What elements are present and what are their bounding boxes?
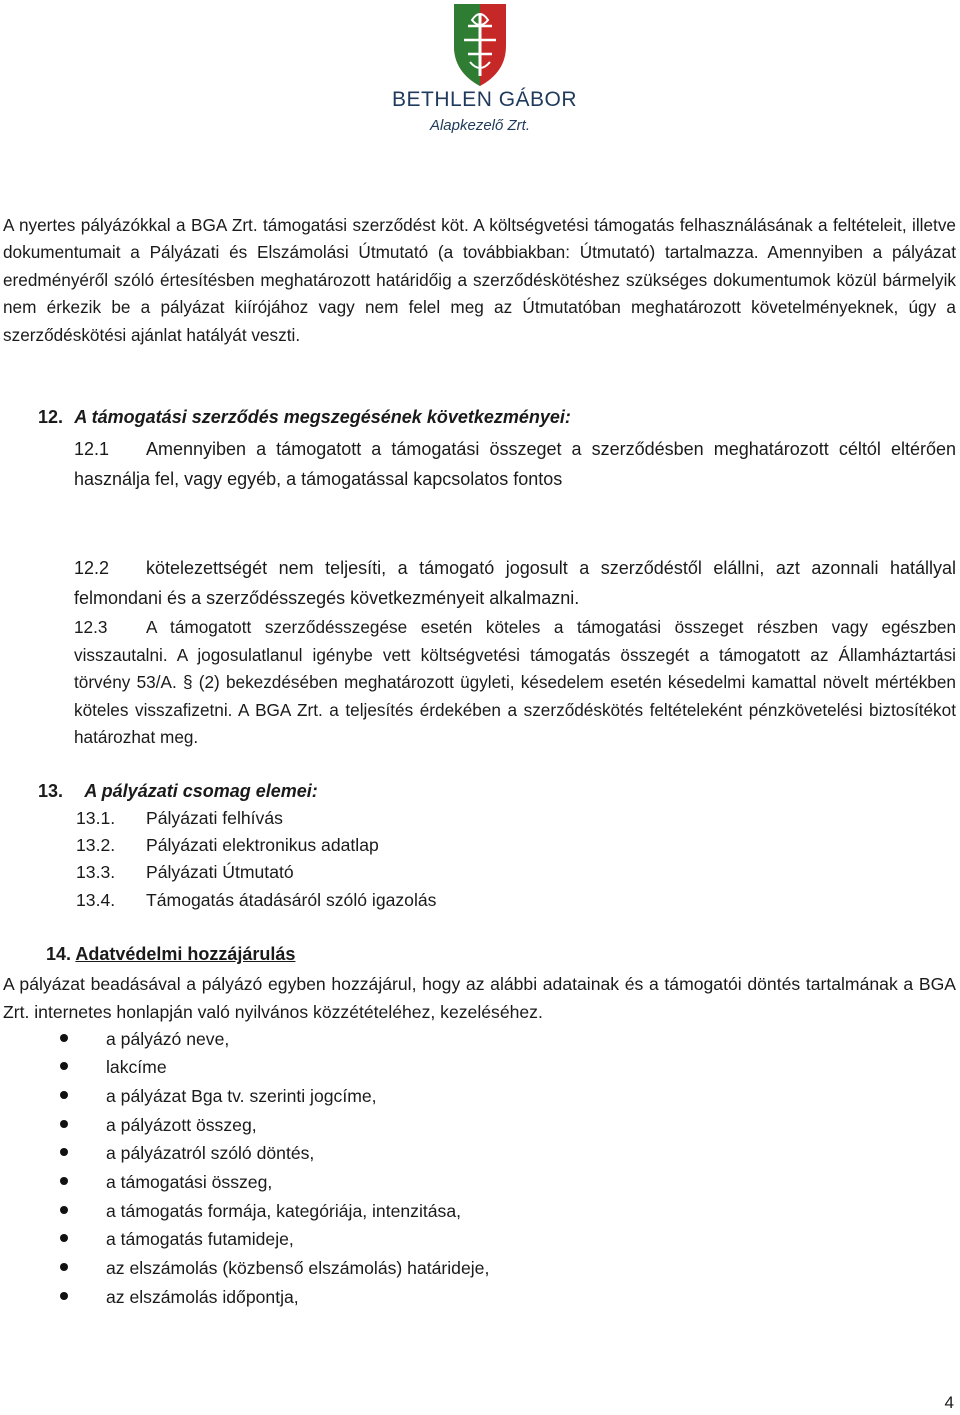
shield-icon [448,0,512,88]
item-12-3 [74,614,956,752]
bullet-icon [60,1234,68,1242]
item-12-1 [74,434,956,494]
item-text: kötelezettségét nem teljesíti, a támogató jogosult a szerződéstől elállni, azt azonnali hatállyal felmondani és a szerződésszegés következményeit alkalmazni. [74,558,956,608]
bullet-item [60,1057,167,1078]
section-13-title: A pályázati csomag elemei: [84,781,318,801]
bullet-icon [60,1120,68,1128]
item-number: 12.2 [74,558,110,578]
bullet-item [60,1258,489,1279]
section-14-heading [46,944,295,965]
section-14-number: 14. [46,944,72,964]
item-number: 13.2. [76,835,116,855]
section-12-title: A támogatási szerződés megszegésének következményei: [74,407,571,427]
section-14-paragraph: A pályázat beadásával a pályázó egyben hozzájárul, hogy az alábbi adatainak és a támogatói döntés tartalmának a BGA Zrt. internetes honlapján való nyilvános közzétételéhez, kezeléséhez. [3,974,956,1022]
bullet-item [60,1115,257,1136]
bullet-item [60,1086,377,1107]
page-number: 4 [944,1393,954,1412]
bullet-text: a pályázó neve, [106,1029,230,1049]
item-text: Támogatás átadásáról szóló igazolás [146,890,437,910]
item-number: 12.1 [74,439,110,459]
section-12-heading [38,407,571,428]
item-number: 13.3. [76,862,116,882]
bullet-icon [60,1148,68,1156]
intro-section [3,212,956,349]
item-12-2 [74,553,956,613]
bullet-icon [60,1263,68,1271]
list-item [76,808,283,829]
section-14-title: Adatvédelmi hozzájárulás [75,944,296,964]
item-number: 12.3 [74,617,108,637]
bullet-icon [60,1177,68,1185]
bullet-icon [60,1206,68,1214]
bullet-text: a pályázatról szóló döntés, [106,1143,315,1163]
section-13-number: 13. [38,781,64,801]
item-number: 13.1. [76,808,116,828]
item-number: 13.4. [76,890,116,910]
bullet-item [60,1172,272,1193]
bullet-text: lakcíme [106,1057,167,1077]
section-14-body [3,970,956,1026]
item-text: Pályázati elektronikus adatlap [146,835,379,855]
bullet-text: az elszámolás időpontja, [106,1287,299,1307]
bullet-icon [60,1034,68,1042]
bullet-text: a támogatás formája, kategóriája, intenzitása, [106,1201,462,1221]
item-text: Amennyiben a támogatott a támogatási összeget a szerződésben meghatározott céltól eltérően használja fel, vagy egyéb, a támogatással kapcsolatos fontos [74,439,956,489]
bethlen-gabor-logo [390,0,578,140]
bullet-item [60,1143,314,1164]
bullet-text: a pályázott összeg, [106,1115,257,1135]
bullet-text: a pályázat Bga tv. szerinti jogcíme, [106,1086,377,1106]
item-text: Pályázati felhívás [146,808,283,828]
list-item [76,890,436,911]
bullet-text: a támogatási összeg, [106,1172,273,1192]
list-item [76,862,294,883]
bullet-text: a támogatás futamideje, [106,1229,294,1249]
section-12-number: 12. [38,407,64,427]
bullet-item [60,1229,294,1250]
bullet-text: az elszámolás (közbenső elszámolás) határideje, [106,1258,490,1278]
item-text: A támogatott szerződésszegése esetén köteles a támogatási összeget részben vagy egészben visszautalni. A jogosulatlanul igénybe vett költségvetési támogatás összegét a támogatott az Államháztartási törvény 53/A. § (2) bekezdésében meghatározott ügyleti, késedelem esetén késedelmi kamattal növelt mértékben köteles visszafizetni. A BGA Zrt. a teljesítés érdekében a szerződéskötés feltételeként pénzkövetelési biztosítékot határozhat meg. [74,617,956,748]
bullet-icon [60,1091,68,1099]
item-text: Pályázati Útmutató [146,862,294,882]
bullet-icon [60,1062,68,1070]
bullet-item [60,1201,461,1222]
logo-subtitle: Alapkezelő Zrt. [429,117,531,134]
section-13-heading [38,781,318,802]
logo-name: BETHLEN GÁBOR [392,88,578,111]
bullet-item [60,1029,229,1050]
intro-paragraph: A nyertes pályázókkal a BGA Zrt. támogatási szerződést köt. A költségvetési támogatás felhasználásának a feltételeit, illetve dokumentumait a Pályázati és Elszámolási Útmutató (a továbbiakban: Útmutató) tartalmazza. Amennyiben a pályázat eredményéről szóló értesítésben meghatározott határidőig a szerződéskötéshez szükséges dokumentumok közül bármelyik nem érkezik be a pályázat kiírójához vagy nem felel meg az Útmutatóban meghatározott követelményeknek, úgy a szerződéskötési ajánlat hatályát veszti. [3,215,956,345]
list-item [76,835,379,856]
bullet-item [60,1287,299,1308]
bullet-icon [60,1292,68,1300]
